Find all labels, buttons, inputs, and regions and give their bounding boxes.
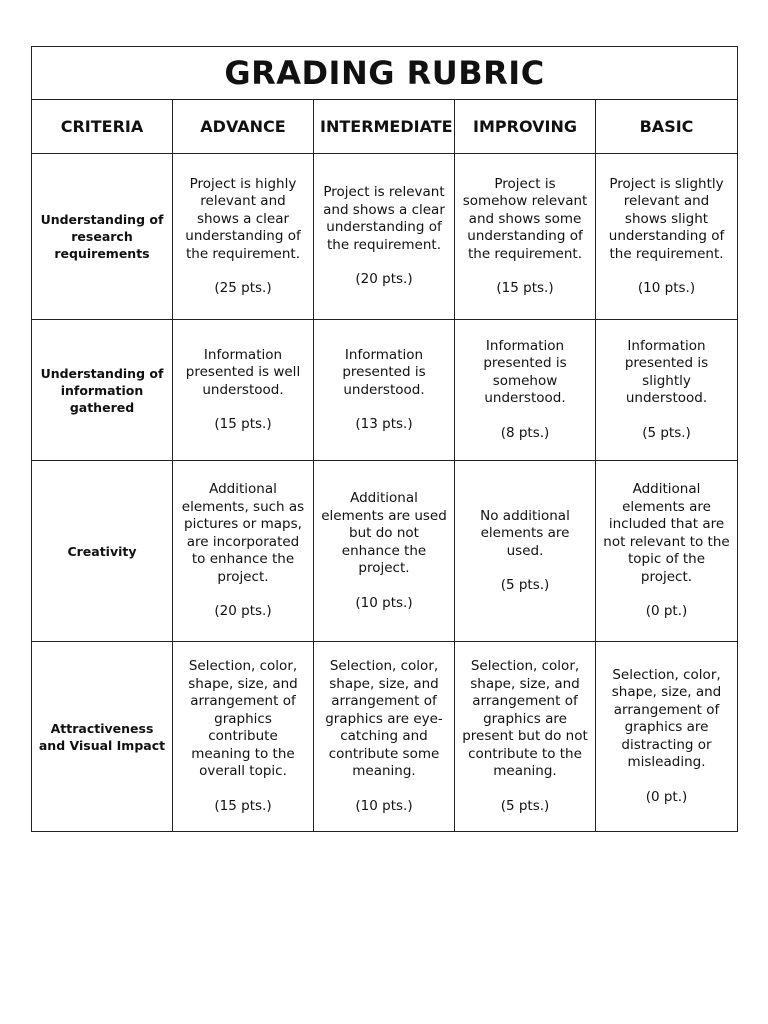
rubric-title: GRADING RUBRIC [32,47,738,100]
header-advance: ADVANCE [173,100,314,154]
cell-description: Additional elements, such as pictures or maps, are incorporated to enhance the project. [181,481,305,585]
cell-description: Selection, color, shape, size, and arrangement of graphics are eye-catching and contribute some meaning. [325,658,443,779]
rubric-cell-advance [173,461,314,642]
cell-description: Information presented is understood. [342,346,426,398]
header-improving: IMPROVING [455,100,596,154]
rubric-cell-advance [173,642,314,832]
cell-points: (20 pts.) [355,271,413,288]
cell-points: (0 pt.) [645,603,688,620]
cell-points: (15 pts.) [214,797,272,814]
cell-description: Project is slightly relevant and shows slight understanding of the requirement. [608,175,725,262]
header-intermediate: INTERMEDIATE [314,100,455,154]
rubric-row-research [32,154,738,320]
cell-points: (0 pt.) [645,788,688,805]
cell-points: (10 pts.) [355,797,413,814]
criteria-label: Creativity [32,461,173,642]
rubric-cell-improving [455,154,596,320]
cell-description: Information presented is well understood. [185,346,301,398]
header-basic: BASIC [596,100,738,154]
cell-description: Selection, color, shape, size, and arrangement of graphics contribute meaning to the overall topic. [188,658,298,779]
rubric-cell-improving [455,461,596,642]
cell-points: (5 pts.) [500,577,550,593]
rubric-cell-basic [596,461,738,642]
cell-points: (10 pts.) [355,594,413,611]
rubric-row-information [32,320,738,461]
rubric-row-visual-impact [32,642,738,832]
rubric-cell-improving [455,320,596,461]
cell-description: Information presented is slightly understood. [624,337,709,407]
cell-points: (10 pts.) [637,280,696,296]
rubric-cell-intermediate [314,154,455,320]
cell-description: Additional elements are used but do not enhance the project. [321,490,447,576]
rubric-cell-basic [596,642,738,832]
title-row [32,47,738,100]
rubric-cell-basic [596,320,738,461]
header-row [32,100,738,154]
cell-description: Project is highly relevant and shows a clear understanding of the requirement. [185,175,301,262]
criteria-label: Understanding of research requirements [32,154,173,320]
cell-points: (5 pts.) [500,797,550,814]
rubric-cell-improving [455,642,596,832]
rubric-cell-advance [173,154,314,320]
header-criteria: CRITERIA [32,100,173,154]
cell-points: (5 pts.) [642,424,691,441]
cell-description: No additional elements are used. [480,507,570,559]
cell-description: Information presented is somehow understood. [483,337,567,407]
grading-rubric-table [31,46,738,832]
rubric-cell-intermediate [314,461,455,642]
rubric-cell-basic [596,154,738,320]
cell-description: Selection, color, shape, size, and arrangement of graphics are present but do not contribute to the meaning. [462,658,588,779]
cell-description: Project is relevant and shows a clear understanding of the requirement. [323,184,445,253]
cell-points: (15 pts.) [496,280,554,296]
cell-points: (13 pts.) [355,416,413,432]
rubric-cell-intermediate [314,320,455,461]
rubric-row-creativity [32,461,738,642]
cell-points: (25 pts.) [214,280,272,296]
criteria-label: Understanding of information gathered [32,320,173,461]
cell-description: Project is somehow relevant and shows some understanding of the requirement. [462,175,588,262]
cell-points: (8 pts.) [500,424,550,441]
cell-description: Additional elements are included that are not relevant to the topic of the project. [603,481,730,585]
cell-description: Selection, color, shape, size, and arrangement of graphics are distracting or misleading. [611,666,722,771]
cell-points: (15 pts.) [214,416,272,432]
criteria-label: Attractiveness and Visual Impact [32,642,173,832]
cell-points: (20 pts.) [214,603,272,620]
rubric-cell-advance [173,320,314,461]
rubric-cell-intermediate [314,642,455,832]
